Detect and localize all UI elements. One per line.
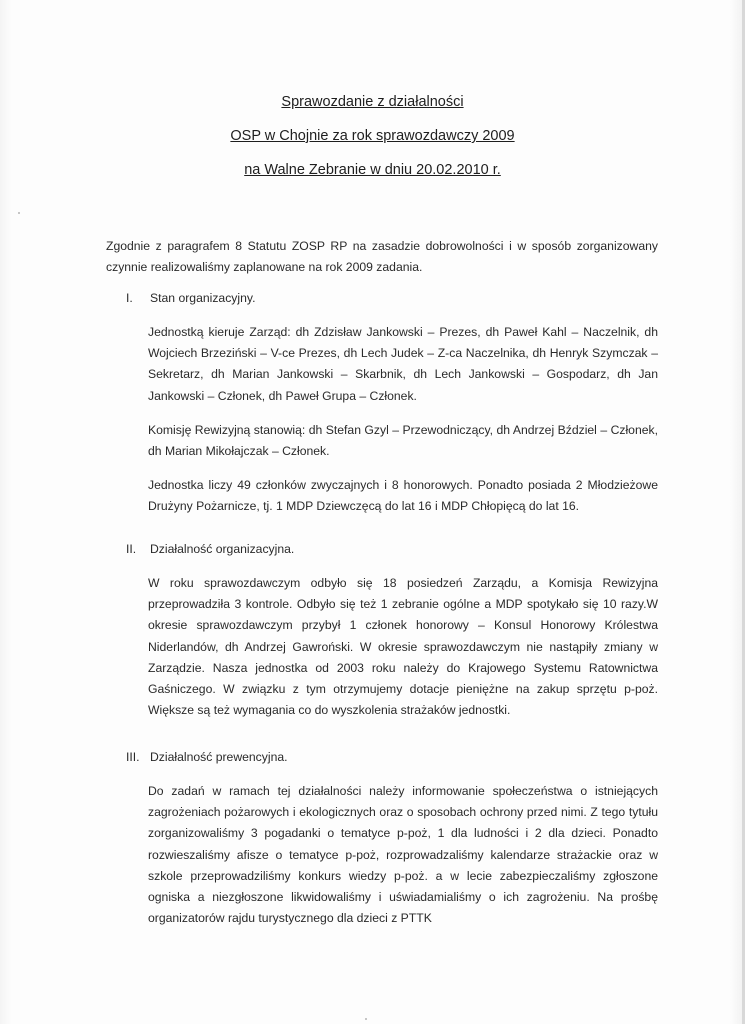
section-paragraph: Komisję Rewizyjną stanowią: dh Stefan Gzyl – Przewodniczący, dh Andrzej Bździel – Członek, dh Marian Mikołajczak – Członek. xyxy=(148,422,658,459)
section-heading xyxy=(106,539,658,559)
section-title: Stan organizacyjny. xyxy=(150,291,256,305)
section-number: II. xyxy=(126,542,137,556)
section-3 xyxy=(106,747,658,929)
section-number: I. xyxy=(126,291,133,305)
scan-speck xyxy=(18,212,20,214)
section-paragraph: Jednostką kieruje Zarząd: dh Zdzisław Jankowski – Prezes, dh Paweł Kahl – Naczelnik, dh Wojciech Brzeziński – V-ce Prezes, dh Lech Judek – Z-ca Naczelnika, dh Henryk Szymczak – Sekretarz, dh Marian Jankowski – Skarbnik, dh Lech Jankowski – Gospodarz, dh Jan Jankowski – Członek, dh Paweł Grupa – Członek. xyxy=(148,325,658,403)
section-title: Działalność prewencyjna. xyxy=(150,750,288,764)
section-title: Działalność organizacyjna. xyxy=(150,542,295,556)
section-heading xyxy=(106,747,658,767)
section-number: III. xyxy=(126,750,140,764)
section-2 xyxy=(106,539,658,721)
section-heading xyxy=(106,288,658,308)
section-paragraph: W roku sprawozdawczym odbyło się 18 posiedzeń Zarządu, a Komisja Rewizyjna przeprowadziła 3 kontrole. Odbyło się też 1 zebranie ogólne a MDP spotykało się 10 razy.W okresie sprawozdawczym przybył 1 członek honorowy – Konsul Honorowy Królestwa Niderlandów, dh Andrzej Gawroński. W okresie sprawozdawczym nie nastąpiły zmiany w Zarządzie. Nasza jednostka od 2003 roku należy do Krajowego Systemu Ratownictwa Gaśniczego. W związku z tym otrzymujemy dotacje pieniężne na zakup sprzętu p-poż. Większe są też wymagania co do wyszkolenia strażaków jednostki. xyxy=(148,576,658,718)
section-1 xyxy=(106,288,658,518)
document-title-block xyxy=(0,92,745,194)
document-meeting-date: na Walne Zebranie w dniu 20.02.2010 r. xyxy=(244,162,501,178)
section-paragraph: Jednostka liczy 49 członków zwyczajnych i 8 honorowych. Ponadto posiada 2 Młodzieżowe Drużyny Pożarnicze, tj. 1 MDP Dziewczęcą do lat 16 i MDP Chłopięcą do lat 16. xyxy=(148,478,658,514)
document-subtitle: OSP w Chojnie za rok sprawozdawczy 2009 xyxy=(230,128,515,144)
intro-paragraph: Zgodnie z paragrafem 8 Statutu ZOSP RP na zasadzie dobrowolności i w sposób zorganizowany czynnie realizowaliśmy zaplanowane na rok 2009 zadania. xyxy=(106,239,658,274)
scan-speck xyxy=(365,1018,367,1020)
section-paragraph: Do zadań w ramach tej działalności należy informowanie społeczeństwa o istniejących zagrożeniach pożarowych i ekologicznych oraz o sposobach ochrony przed nimi. Z tego tytułu zorganizowaliśmy 3 pogadanki o tematyce p-poż, 1 dla ludności i 2 dla dzieci. Ponadto rozwieszaliśmy afisze o tematyce p-poż, rozprowadzaliśmy kalendarze strażackie oraz w szkole przeprowadziliśmy konkurs wiedzy p-poż. a w lecie zabezpieczaliśmy zgłoszone ogniska a niezgłoszone likwidowaliśmy i uświadamialiśmy o ich zagrożeniu. Na prośbę organizatorów rajdu turystycznego dla dzieci z PTTK xyxy=(148,784,658,926)
document-title: Sprawozdanie z działalności xyxy=(281,94,464,110)
